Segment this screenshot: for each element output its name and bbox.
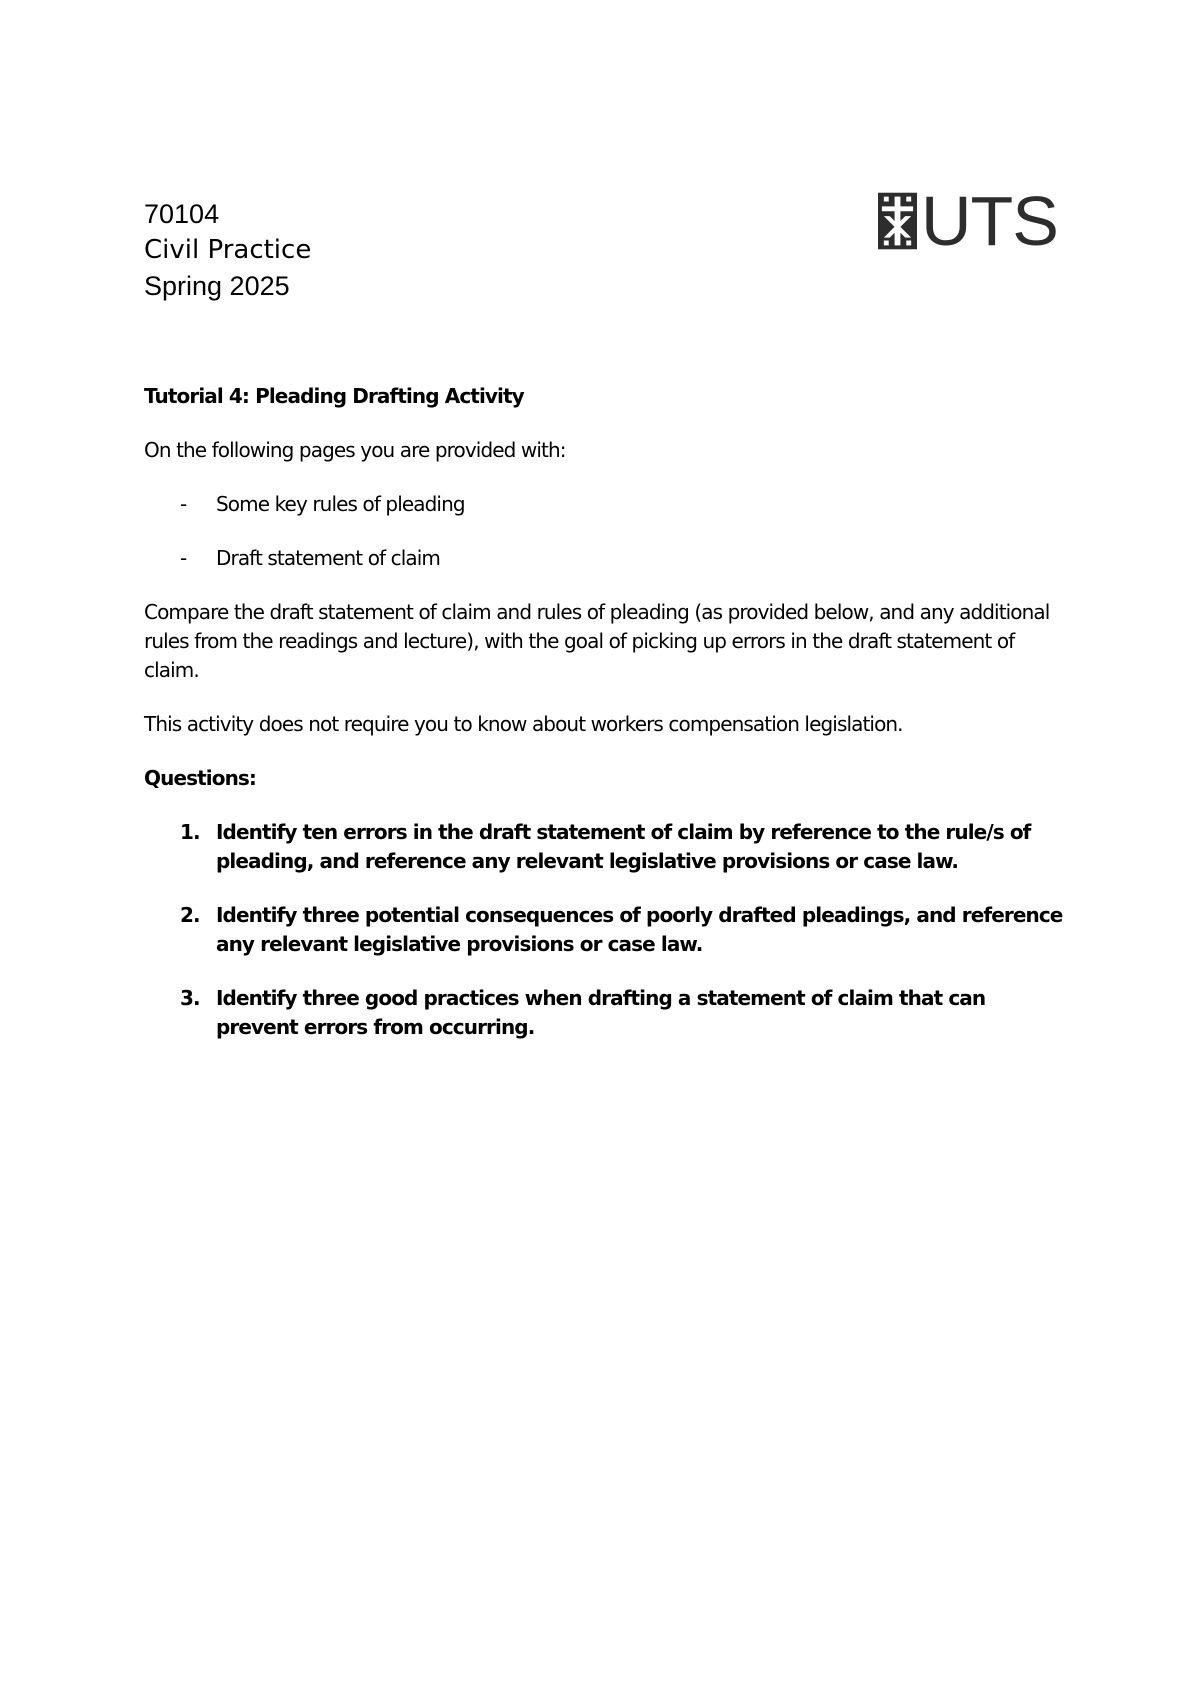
semester: Spring 2025 bbox=[144, 271, 290, 301]
intro-text: On the following pages you are provided with: bbox=[144, 438, 566, 462]
question-item bbox=[144, 818, 1064, 876]
list-item-text: Draft statement of claim bbox=[216, 546, 440, 570]
question-text: Identify ten errors in the draft statement of claim by reference to the rule/s of pleading, and reference any relevant legislative provisions or case law. bbox=[216, 820, 1031, 873]
dash-marker: - bbox=[180, 492, 187, 516]
note-paragraph: This activity does not require you to know about workers compensation legislation. bbox=[144, 712, 903, 736]
list-item-text: Some key rules of pleading bbox=[216, 492, 465, 516]
questions-heading: Questions: bbox=[144, 766, 257, 790]
questions-list bbox=[144, 818, 1064, 1042]
uts-logo bbox=[878, 182, 1058, 260]
course-name: Civil Practice bbox=[144, 235, 312, 265]
question-number: 2. bbox=[180, 903, 200, 927]
provided-items-list bbox=[144, 490, 1064, 573]
course-code: 70104 bbox=[144, 199, 220, 229]
question-text: Identify three potential consequences of poorly drafted pleadings, and reference any relevant legislative provisions or case law. bbox=[216, 903, 1063, 956]
dash-marker: - bbox=[180, 546, 187, 570]
uts-emblem-icon bbox=[878, 192, 917, 250]
question-number: 3. bbox=[180, 986, 200, 1010]
list-item bbox=[144, 544, 1064, 573]
question-item bbox=[144, 901, 1064, 959]
list-item bbox=[144, 490, 1064, 519]
tutorial-title: Tutorial 4: Pleading Drafting Activity bbox=[144, 384, 524, 408]
instructions-paragraph: Compare the draft statement of claim and rules of pleading (as provided below, and any additional rules from the readings and lecture), with the goal of picking up errors in the draft statement of claim. bbox=[144, 600, 1050, 682]
question-number: 1. bbox=[180, 820, 200, 844]
question-item bbox=[144, 984, 1064, 1042]
logo-text: UTS bbox=[921, 182, 1058, 260]
course-header bbox=[144, 196, 311, 304]
question-text: Identify three good practices when drafting a statement of claim that can prevent errors from occurring. bbox=[216, 986, 986, 1039]
document-body bbox=[144, 382, 1064, 1067]
